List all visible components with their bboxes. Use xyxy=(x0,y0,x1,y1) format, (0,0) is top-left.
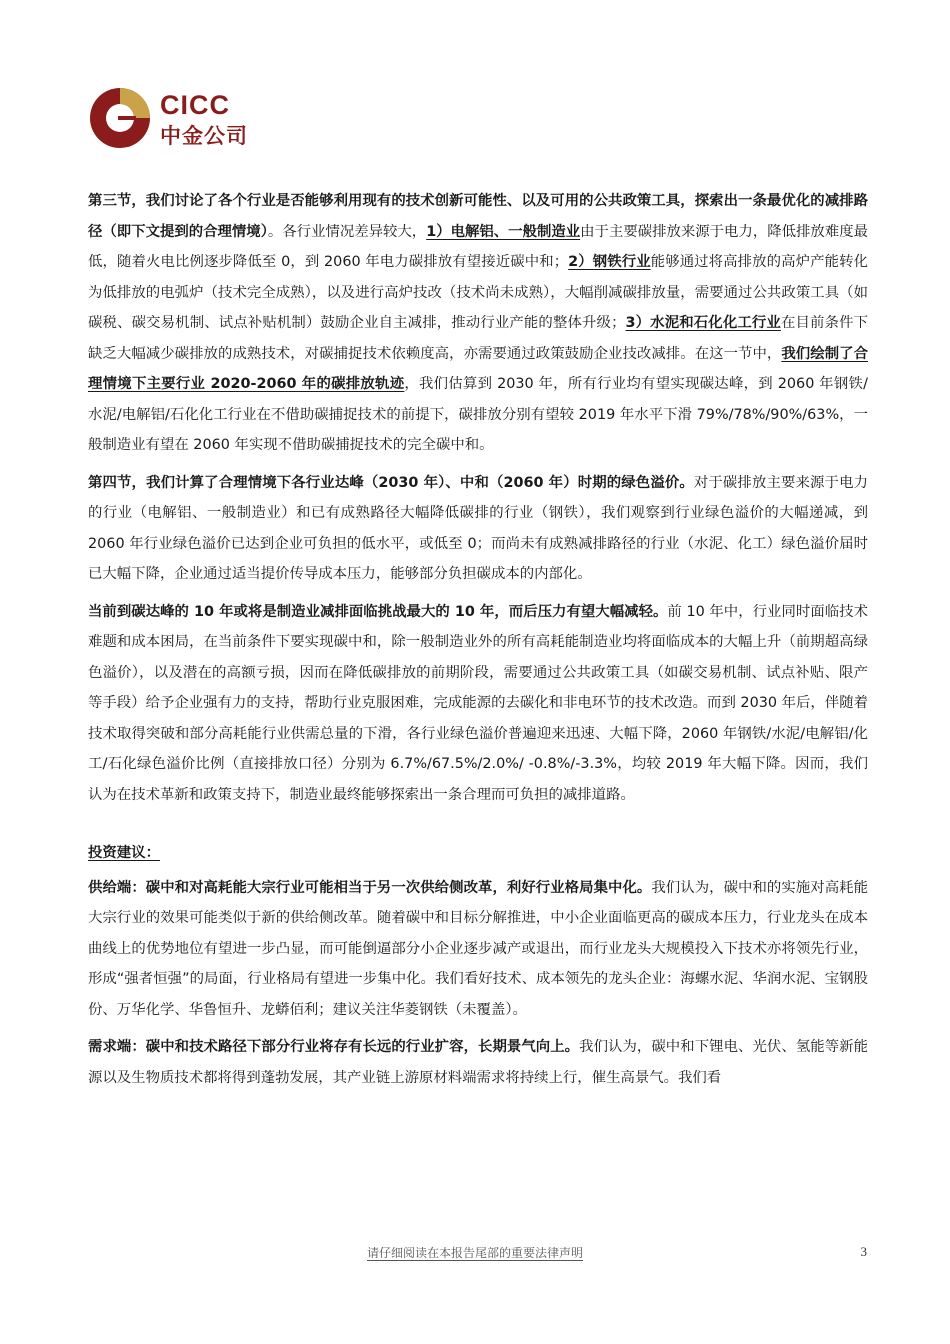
body-text: ，我们估算到 2030 年，所有行业均有望实现碳达峰，到 2060 年钢铁/水泥/电解铝/石化化工行业在不借助碳捕捉技术的前提下，碳排放分别有望较 2019 年水平下滑 79%/78%/90%/63%，一般制造业有望在 2060 年实现不借助碳捕捉技术的完全碳中和。 xyxy=(88,376,868,453)
page-number: 3 xyxy=(860,1244,867,1259)
body-text: 能够通过将高排放的高炉产能转化为低排放的电弧炉（技术完全成熟），以及进行高炉技改（技术尚未成熟），大幅削减碳排放量，需要通过公共政策工具（如碳税、碳交易机制、试点补贴机制）鼓励企业自主减排，推动行业产能的整体升级； xyxy=(88,254,868,331)
paragraph-3 xyxy=(88,597,868,811)
emphasis-text: 需求端：碳中和技术路径下部分行业将存有长远的行业扩容，长期景气向上。 xyxy=(88,1039,580,1055)
body-text: 由于主要碳排放来源于电力，降低排放难度最低，随着火电比例逐步降低至 0，到 2060 年电力碳排放有望接近碳中和； xyxy=(88,223,868,270)
body-text: 我们认为，碳中和的实施对高耗能大宗行业的效果可能类似于新的供给侧改革。随着碳中和目标分解推进，中小企业面临更高的碳成本压力，行业龙头在成本曲线上的优势地位有望进一步凸显，而可能倒逼部分小企业逐步减产或退出，而行业龙头大规模投入下技术亦将领先行业，形成“强者恒强”的局面，行业格局有望进一步集中化。我们看好技术、成本领先的龙头企业：海螺水泥、华润水泥、宝钢股份、万华化学、华鲁恒升、龙蟒佰利；建议关注华菱钢铁（未覆盖）。 xyxy=(88,879,868,1018)
paragraph-1 xyxy=(88,186,868,461)
analysis-paragraphs xyxy=(88,186,868,810)
report-body xyxy=(88,186,868,1100)
recommendation-paragraph-1 xyxy=(88,873,868,1026)
logo-text-cn: 中金公司 xyxy=(160,124,248,148)
cicc-logo xyxy=(88,86,268,156)
paragraph-2 xyxy=(88,468,868,590)
body-text: 我们认为，碳中和下锂电、光伏、氢能等新能源以及生物质技术都将得到蓬勃发展，其产业链上游原材料端需求将持续上行，催生高景气。我们看 xyxy=(88,1039,868,1086)
emphasis-text: 供给端：碳中和对高耗能大宗行业可能相当于另一次供给侧改革，利好行业格局集中化。 xyxy=(88,879,652,896)
page-footer xyxy=(0,1244,950,1264)
emphasis-text: 3）水泥和石化化工行业 xyxy=(625,315,781,331)
section-heading-investment: 投资建议： xyxy=(88,845,160,861)
recommendation-paragraph-2 xyxy=(88,1032,868,1093)
emphasis-text: 第三节，我们讨论了各个行业是否能够利用现有的技术创新可能性、以及可用的公共政策工具，探索出一条最优化的减排路径（即下文提到的合理情境） xyxy=(88,193,868,240)
body-text: 前 10 年中，行业同时面临技术难题和成本困局，在当前条件下要实现碳中和，除一般制造业外的所有高耗能制造业均将面临成本的大幅上升（前期超高绿色溢价），以及潜在的高额亏损，因而在降低碳排放的前期阶段，需要通过公共政策工具（如碳交易机制、试点补贴、限产等手段）给予企业强有力的支持，帮助行业克服困难，完成能源的去碳化和非电环节的技术改造。而到 2030 年后，伴随着技术取得突破和部分高耗能行业供需总量的下滑，各行业绿色溢价普遍迎来迅速、大幅下降，2060 年钢铁/水泥/电解铝/化工/石化绿色溢价比例（直接排放口径）分别为 6.7%/67.5%/2.0%/ -0.8%/-3.3%，均较 2019 年大幅下降。因而，我们认为在技术革新和政策支持下，制造业最终能够探索出一条合理而可负担的减排道路。 xyxy=(88,603,868,803)
legal-notice-link[interactable]: 请仔细阅读在本报告尾部的重要法律声明 xyxy=(366,1246,583,1260)
body-text: 对于碳排放主要来源于电力的行业（电解铝、一般制造业）和已有成熟路径大幅降低碳排的行业（钢铁），我们观察到行业绿色溢价的大幅递减，到 2060 年行业绿色溢价已达到企业可负担的低水平，或低至 0；而尚未有成熟减排路径的行业（水泥、化工）绿色溢价届时已大幅下降，企业通过适当提价传导成本压力，能够部分负担碳成本的内部化。 xyxy=(88,474,868,582)
logo-text-en: CICC xyxy=(160,90,230,120)
emphasis-text: 1）电解铝、一般制造业 xyxy=(426,223,581,240)
recommendation-paragraphs xyxy=(88,873,868,1094)
body-text: 。各行业情况差异较大， xyxy=(267,223,427,240)
emphasis-text: 第四节，我们计算了合理情境下各行业达峰（2030 年）、中和（2060 年）时期的绿色溢价。 xyxy=(88,474,694,491)
body-text: 在目前条件下缺乏大幅减少碳排放的成熟技术，对碳捕捉技术依赖度高，亦需要通过政策鼓励企业技改减排。在这一节中， xyxy=(88,315,868,362)
emphasis-text: 当前到碳达峰的 10 年或将是制造业减排面临挑战最大的 10 年，而后压力有望大幅减轻。 xyxy=(88,603,668,620)
cicc-emblem-icon xyxy=(88,86,152,150)
emphasis-text: 2）钢铁行业 xyxy=(568,254,651,270)
emphasis-text: 我们绘制了合理情境下主要行业 2020-2060 年的碳排放轨迹 xyxy=(88,345,868,392)
